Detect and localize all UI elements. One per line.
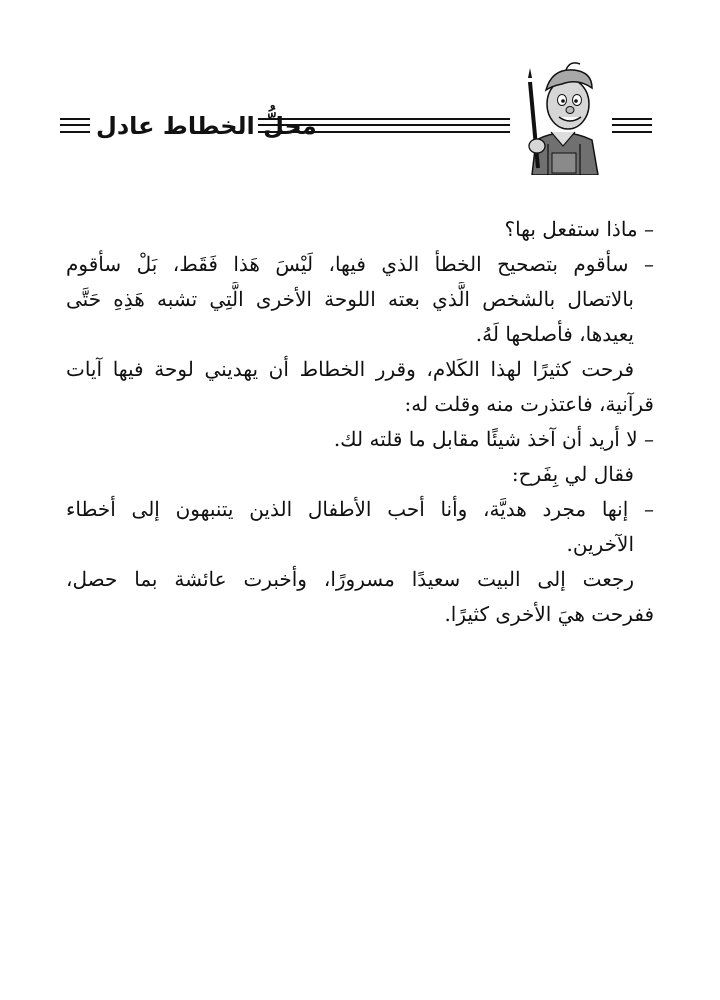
text-line-11: رجعت إلى البيت سعيدًا مسرورًا، وأخبرت عائشة بما حصل،: [66, 567, 634, 591]
text-line-3: بالاتصال بالشخص الَّذي بعته اللوحة الأخرى الَّتِي تشبه هَذِهِ حَتَّى: [66, 287, 634, 311]
decorative-rule-left: [60, 118, 90, 133]
text-line-5: فرحت كثيرًا لهذا الكَلام، وقرر الخطاط أن يهديني لوحة فيها آيات: [66, 357, 634, 381]
text-line-6: قرآنية، فاعتذرت منه وقلت له:: [404, 392, 654, 416]
text-line-2: – سأقوم بتصحيح الخطأ الذي فيها، لَيْسَ هَذا فَقَط، بَلْ سأقوم: [66, 252, 654, 276]
text-line-7: – لا أريد أن آخذ شيئًا مقابل ما قلته لك.: [333, 427, 654, 451]
decorative-rule-middle: [258, 118, 510, 133]
text-line-12: ففرحت هيَ الأخرى كثيرًا.: [444, 602, 654, 626]
text-line-8: فقال لي بِفَرح:: [511, 462, 634, 486]
text-line-10: الآخرين.: [566, 532, 634, 556]
calligrapher-mascot-icon: [518, 60, 608, 175]
text-line-1: – ماذا ستفعل بها؟: [504, 217, 654, 241]
text-line-9: – إنها مجرد هديَّة، وأنا أحب الأطفال الذين يتنبهون إلى أخطاء: [66, 497, 654, 521]
story-text: [66, 212, 654, 632]
text-line-4: يعيدها، فأصلحها لَهُ.: [475, 322, 634, 346]
page-title: محلُّ الخطاط عادل: [96, 112, 317, 140]
page-header: [0, 60, 720, 180]
decorative-rule-right: [612, 118, 652, 133]
